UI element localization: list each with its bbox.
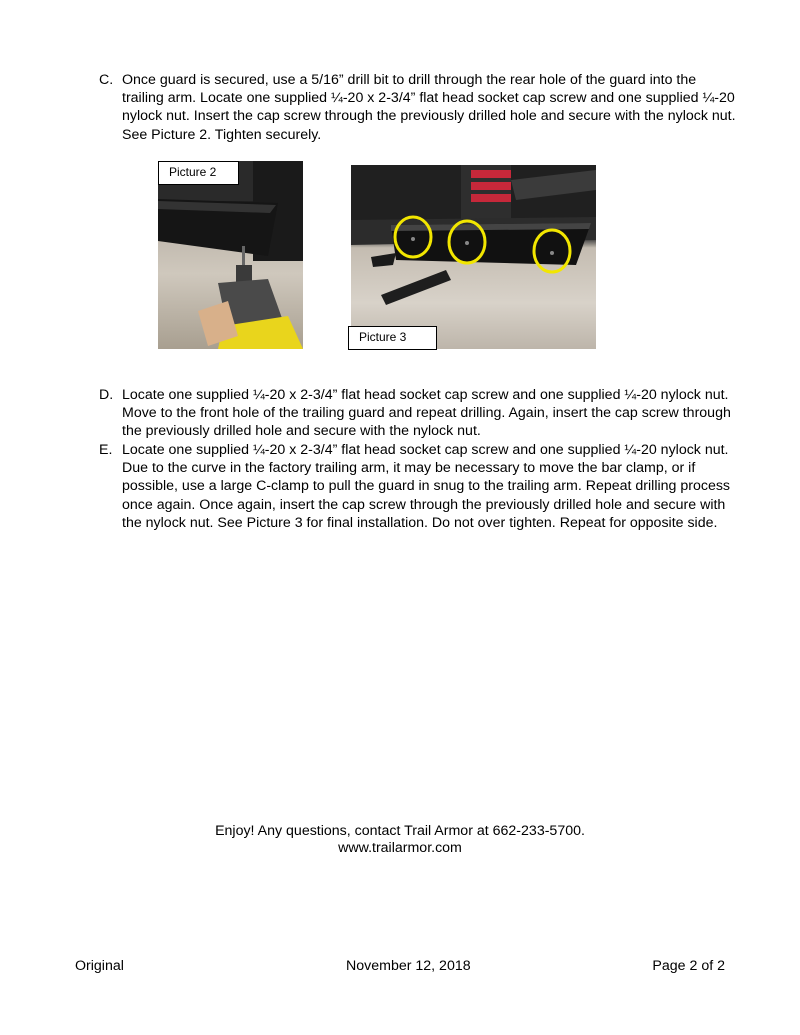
footer-revision: Original bbox=[75, 958, 124, 974]
step-letter: C. bbox=[99, 72, 114, 88]
drill-illustration bbox=[158, 161, 303, 349]
footer-date: November 12, 2018 bbox=[346, 958, 471, 974]
step-text: Once guard is secured, use a 5/16” drill bit to drill through the rear hole of the guard into the trailing arm. Locate one supplied ¼-20 x 2-3/4” flat head socket cap screw and one supplied ¼-20 nylock nut. Insert the cap screw through the previously drilled hole and secure with the nylock nut. See Picture 2. Tighten securely. bbox=[122, 72, 736, 143]
step-d bbox=[99, 386, 739, 441]
step-c bbox=[99, 71, 739, 144]
contact-line: Enjoy! Any questions, contact Trail Armor at 662-233-5700. bbox=[215, 823, 585, 839]
picture-3-photo bbox=[351, 165, 596, 349]
picture-2-caption: Picture 2 bbox=[158, 161, 239, 185]
step-letter: D. bbox=[99, 387, 114, 403]
installed-guard-illustration bbox=[351, 165, 596, 349]
website-link[interactable]: www.trailarmor.com bbox=[338, 840, 462, 856]
step-text: Locate one supplied ¼-20 x 2-3/4” flat head socket cap screw and one supplied ¼-20 nylock nut. Move to the front hole of the trailing guard and repeat drilling. Again, insert the cap screw through the previously drilled hole and secure with the nylock nut. bbox=[122, 387, 731, 440]
step-letter: E. bbox=[99, 442, 113, 458]
footer-page-number: Page 2 of 2 bbox=[652, 958, 725, 974]
picture-2-photo bbox=[158, 161, 303, 349]
picture-3-caption: Picture 3 bbox=[348, 326, 437, 350]
step-text: Locate one supplied ¼-20 x 2-3/4” flat head socket cap screw and one supplied ¼-20 nylock nut. Due to the curve in the factory trailing arm, it may be necessary to move the bar clamp, or if possible, use a large C-clamp to pull the guard in snug to the trailing arm. Repeat drilling process once again. Once again, insert the cap screw through the previously drilled hole and secure with the nylock nut. See Picture 3 for final installation. Do not over tighten. Repeat for opposite side. bbox=[122, 442, 731, 531]
step-e bbox=[99, 441, 739, 532]
